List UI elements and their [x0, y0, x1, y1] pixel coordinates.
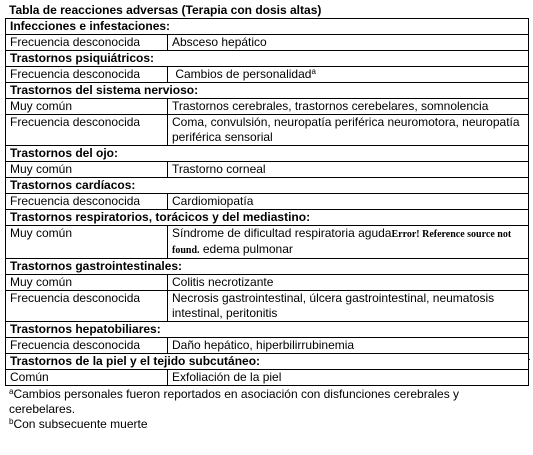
table-row	[6, 226, 529, 259]
frequency-cell: Muy común	[6, 162, 168, 178]
reaction-text: Daño hepático, hiperbilirrubinemia	[172, 338, 355, 352]
table-title: Tabla de reacciones adversas (Terapia con dosis altas)	[9, 3, 322, 17]
reaction-cell	[168, 99, 529, 115]
table-row	[6, 162, 529, 178]
reaction-text: Exfoliación de la piel	[172, 370, 282, 384]
frequency-cell: Frecuencia desconocida	[6, 35, 168, 51]
category-row	[6, 19, 529, 35]
reaction-text-continued: edema pulmonar	[199, 242, 293, 256]
reaction-text: Síndrome de dificultad respiratoria aguda	[172, 226, 392, 240]
reaction-cell	[168, 35, 529, 51]
category-heading: Trastornos de la piel y el tejido subcutáneo:	[6, 354, 529, 370]
stray-mark: .	[528, 352, 531, 363]
adverse-reactions-document	[5, 3, 528, 432]
frequency-cell: Muy común	[6, 226, 168, 259]
frequency-cell: Frecuencia desconocida	[6, 115, 168, 146]
frequency-cell: Común	[6, 370, 168, 386]
category-row	[6, 354, 529, 370]
table-row	[6, 115, 529, 146]
reaction-cell	[168, 162, 529, 178]
category-row	[6, 146, 529, 162]
category-heading: Trastornos cardíacos:	[6, 178, 529, 194]
table-row	[6, 194, 529, 210]
category-heading: Trastornos respiratorios, torácicos y del mediastino:	[6, 210, 529, 226]
reaction-cell	[168, 226, 529, 259]
reaction-text: Cardiomiopatía	[172, 194, 254, 208]
footnote-a: $^a$Cambios personales fueron reportados en asociación con disfunciones cerebrales y cerebelares.	[9, 387, 460, 416]
frequency-cell: Frecuencia desconocida	[6, 194, 168, 210]
reaction-cell	[168, 338, 529, 354]
category-row	[6, 259, 529, 275]
reaction-cell	[168, 275, 529, 291]
reaction-text: Absceso hepático	[172, 35, 267, 49]
reaction-cell	[168, 291, 529, 322]
category-row	[6, 210, 529, 226]
reference-error-text: Error! Reference source not found.	[172, 229, 512, 256]
adverse-reactions-table	[5, 18, 529, 386]
reaction-text: Coma, convulsión, neuropatía periférica neuromotora, neuropatía periférica sensorial	[172, 115, 523, 144]
reaction-text: Necrosis gastrointestinal, úlcera gastrointestinal, neumatosis intestinal, peritonitis	[172, 291, 498, 320]
table-row	[6, 291, 529, 322]
table-row	[6, 275, 529, 291]
reaction-text: Trastorno corneal	[172, 162, 266, 176]
frequency-cell: Muy común	[6, 99, 168, 115]
reaction-text: Cambios de personalidad	[172, 67, 312, 81]
table-row	[6, 338, 529, 354]
category-heading: Trastornos gastrointestinales:	[6, 259, 529, 275]
reaction-cell	[168, 370, 529, 386]
category-heading: Trastornos hepatobiliares:	[6, 322, 529, 338]
reaction-text: Trastornos cerebrales, trastornos cerebelares, somnolencia	[172, 99, 489, 113]
footnotes	[5, 387, 528, 432]
category-row	[6, 51, 529, 67]
footnote-marker: a	[311, 67, 316, 76]
footnote-b: $^b$Con subsecuente muerte	[9, 417, 148, 431]
reaction-cell	[168, 115, 529, 146]
table-row	[6, 99, 529, 115]
category-heading: Infecciones e infestaciones:	[6, 19, 529, 35]
category-row	[6, 178, 529, 194]
reaction-cell	[168, 67, 529, 83]
frequency-cell: Frecuencia desconocida	[6, 291, 168, 322]
frequency-cell: Muy común	[6, 275, 168, 291]
category-row	[6, 83, 529, 99]
category-heading: Trastornos del ojo:	[6, 146, 529, 162]
reaction-text: Colitis necrotizante	[172, 275, 274, 289]
frequency-cell: Frecuencia desconocida	[6, 338, 168, 354]
table-row	[6, 370, 529, 386]
category-row	[6, 322, 529, 338]
table-row	[6, 67, 529, 83]
frequency-cell: Frecuencia desconocida	[6, 67, 168, 83]
category-heading: Trastornos del sistema nervioso:	[6, 83, 529, 99]
table-row	[6, 35, 529, 51]
reaction-cell	[168, 194, 529, 210]
category-heading: Trastornos psiquiátricos:	[6, 51, 529, 67]
